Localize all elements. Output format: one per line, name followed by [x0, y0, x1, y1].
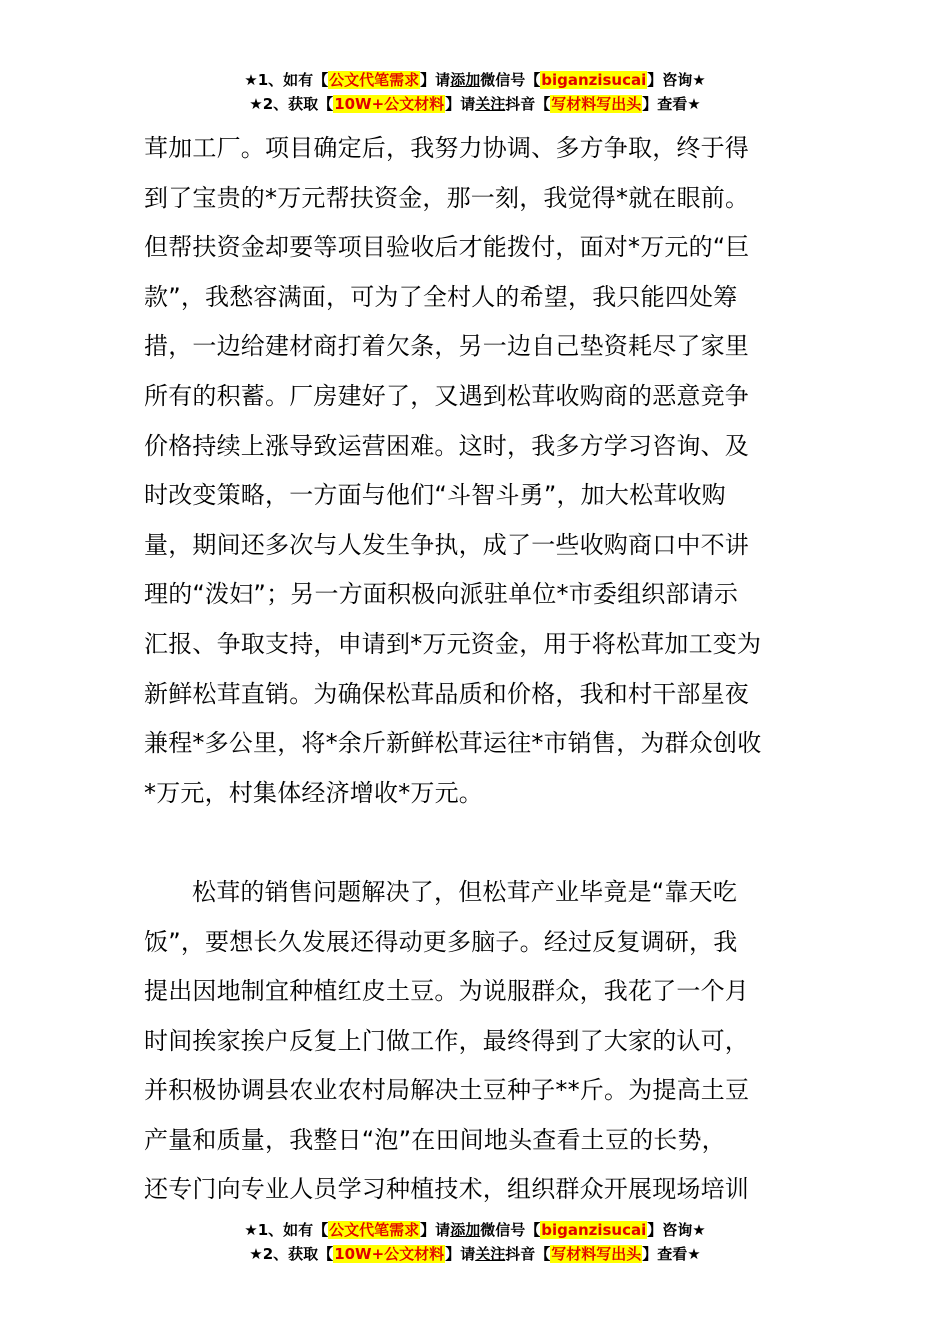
banner-underline: 添加 [450, 71, 481, 89]
banner-highlight: 10W+公文材料 [334, 95, 445, 113]
text-line: 汇报、争取支持，申请到*万元资金，用于将松茸加工变为 [144, 629, 762, 658]
banner-highlight: 写材料写出头 [551, 95, 642, 113]
banner-text: 】查看★ [642, 95, 701, 113]
footer-banner [0, 1218, 950, 1266]
banner-line-2 [0, 1242, 950, 1266]
paragraph-2 [144, 868, 810, 1215]
text-line: 还专门向专业人员学习种植技术，组织群众开展现场培训 [144, 1175, 749, 1204]
text-line: 价格持续上涨导致运营困难。这时，我多方学习咨询、及 [144, 431, 749, 460]
banner-underline: 关注 [475, 1245, 506, 1263]
text-line: 但帮扶资金却要等项目验收后才能拨付，面对*万元的“巨 [144, 233, 750, 262]
banner-text: 】请 [445, 95, 476, 113]
text-line: 产量和质量，我整日“泡”在田间地头查看土豆的长势， [144, 1125, 726, 1154]
paragraph-1 [144, 124, 810, 818]
banner-text: 微信号【 [480, 1221, 541, 1239]
banner-text: 】请 [420, 71, 451, 89]
text-line: 理的“泼妇”；另一方面积极向派驻单位*市委组织部请示 [144, 580, 739, 609]
text-line: 提出因地制宜种植红皮土豆。为说服群众，我花了一个月 [144, 977, 749, 1006]
text-line: 到了宝贵的*万元帮扶资金，那一刻，我觉得*就在眼前。 [144, 183, 750, 212]
text-line: 所有的积蓄。厂房建好了，又遇到松茸收购商的恶意竞争 [144, 381, 749, 410]
text-line: 款”，我愁容满面，可为了全村人的希望，我只能四处筹 [144, 282, 738, 311]
text-line: 新鲜松茸直销。为确保松茸品质和价格，我和村干部星夜 [144, 679, 749, 708]
banner-line-2 [0, 92, 950, 116]
banner-text: 】咨询★ [647, 71, 706, 89]
banner-highlight: biganzisucai [541, 1221, 647, 1239]
text-line: 松茸的销售问题解决了，但松茸产业毕竟是“靠天吃 [192, 877, 738, 906]
banner-text: 】请 [445, 1245, 476, 1263]
banner-text: 微信号【 [480, 71, 541, 89]
banner-highlight: biganzisucai [541, 71, 647, 89]
text-line: 措，一边给建材商打着欠条，另一边自己垫资耗尽了家里 [144, 332, 749, 361]
banner-line-1 [0, 1218, 950, 1242]
text-line: 时间挨家挨户反复上门做工作，最终得到了大家的认可， [144, 1026, 749, 1055]
banner-underline: 添加 [450, 1221, 481, 1239]
banner-text: ★1、如有【 [244, 1221, 329, 1239]
banner-underline: 关注 [475, 95, 506, 113]
banner-highlight: 公文代笔需求 [329, 71, 420, 89]
banner-highlight: 公文代笔需求 [329, 1221, 420, 1239]
text-line: *万元，村集体经济增收*万元。 [144, 778, 483, 807]
banner-text: 抖音【 [505, 1245, 551, 1263]
document-body [144, 124, 810, 1215]
text-line: 量，期间还多次与人发生争执，成了一些收购商口中不讲 [144, 530, 749, 559]
text-line: 时改变策略，一方面与他们“斗智斗勇”，加大松茸收购 [144, 481, 726, 510]
banner-text: 】请 [420, 1221, 451, 1239]
banner-text: ★1、如有【 [244, 71, 329, 89]
text-line: 并积极协调县农业农村局解决土豆种子**斤。为提高土豆 [144, 1076, 750, 1105]
banner-text: 】咨询★ [647, 1221, 706, 1239]
banner-text: 】查看★ [642, 1245, 701, 1263]
banner-text: 抖音【 [505, 95, 551, 113]
banner-highlight: 写材料写出头 [551, 1245, 642, 1263]
text-line: 茸加工厂。项目确定后，我努力协调、多方争取，终于得 [144, 134, 749, 162]
header-banner [0, 68, 950, 116]
text-line: 兼程*多公里，将*余斤新鲜松茸运往*市销售，为群众创收 [144, 729, 762, 758]
banner-text: ★2、获取【 [249, 95, 334, 113]
paragraph-gap [144, 818, 810, 868]
banner-text: ★2、获取【 [249, 1245, 334, 1263]
banner-highlight: 10W+公文材料 [334, 1245, 445, 1263]
text-line: 饭”，要想长久发展还得动更多脑子。经过反复调研，我 [144, 927, 738, 956]
banner-line-1 [0, 68, 950, 92]
